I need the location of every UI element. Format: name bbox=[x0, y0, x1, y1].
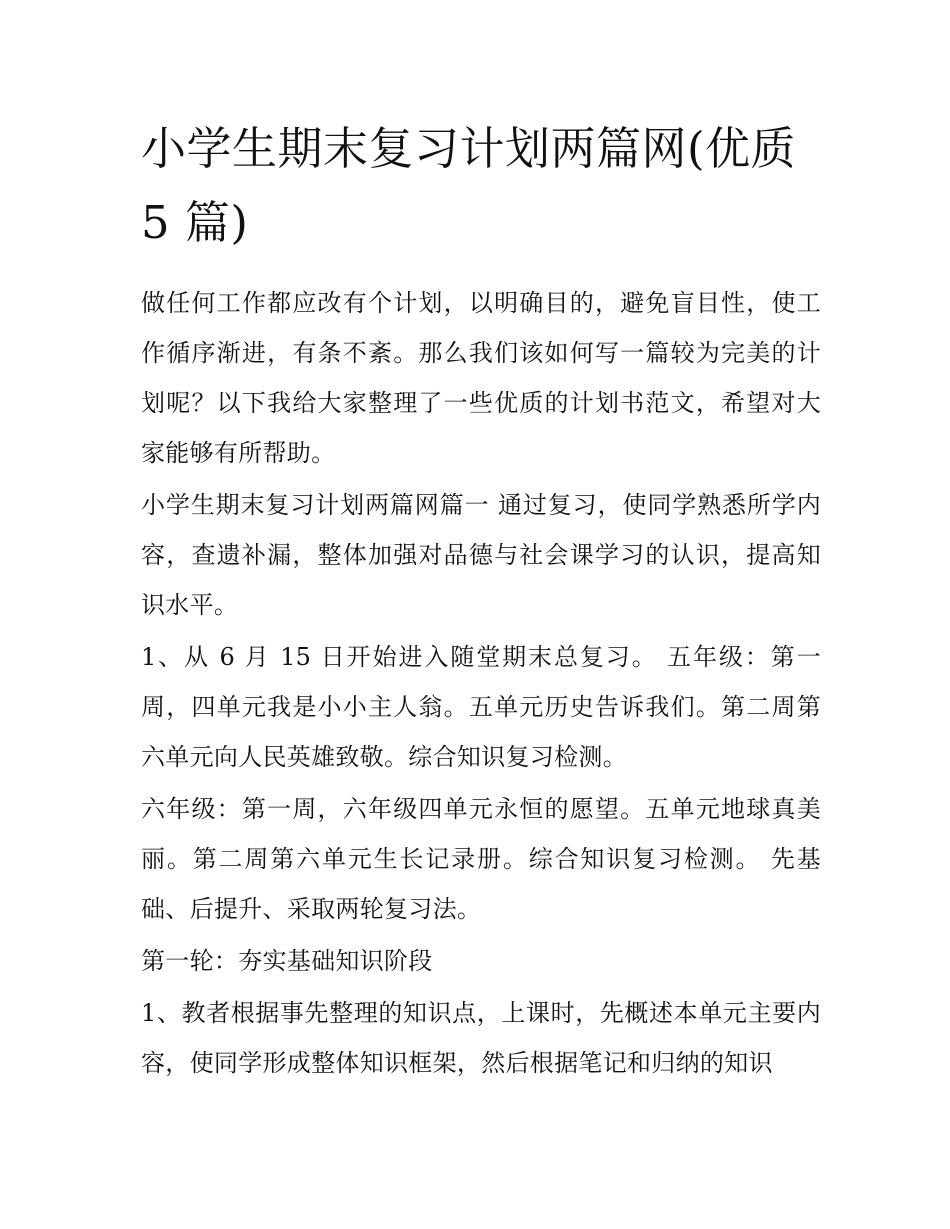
document-page bbox=[141, 112, 821, 1090]
paragraph-intro: 做任何工作都应改有个计划，以明确目的，避免盲目性，使工作循序渐进，有条不紊。那么我们该如何写一篇较为完美的计划呢？以下我给大家整理了一些优质的计划书范文，希望对大家能够有所帮助。 bbox=[141, 289, 821, 467]
document-body bbox=[141, 278, 821, 1088]
paragraph-round-one-step-one: 1、教者根据事先整理的知识点，上课时，先概述本单元主要内容，使同学形成整体知识框架，然后根据笔记和归纳的知识 bbox=[141, 999, 821, 1077]
paragraph-grade-six: 六年级：第一周，六年级四单元永恒的愿望。五单元地球真美丽。第二周第六单元生长记录册。综合知识复习检测。 先基础、后提升、采取两轮复习法。 bbox=[141, 795, 821, 923]
paragraph-round-one-heading: 第一轮：夯实基础知识阶段 bbox=[141, 947, 433, 975]
paragraph-grade-five: 1、从 6 月 15 日开始进入随堂期末总复习。 五年级：第一周，四单元我是小小主人翁。五单元历史告诉我们。第二周第六单元向人民英雄致敬。综合知识复习检测。 bbox=[141, 643, 821, 771]
paragraph-part-one: 小学生期末复习计划两篇网篇一 通过复习，使同学熟悉所学内容，查遗补漏，整体加强对品德与社会课学习的认识，提高知识水平。 bbox=[141, 491, 821, 619]
document-title: 小学生期末复习计划两篇网(优质 5 篇) bbox=[141, 122, 797, 249]
